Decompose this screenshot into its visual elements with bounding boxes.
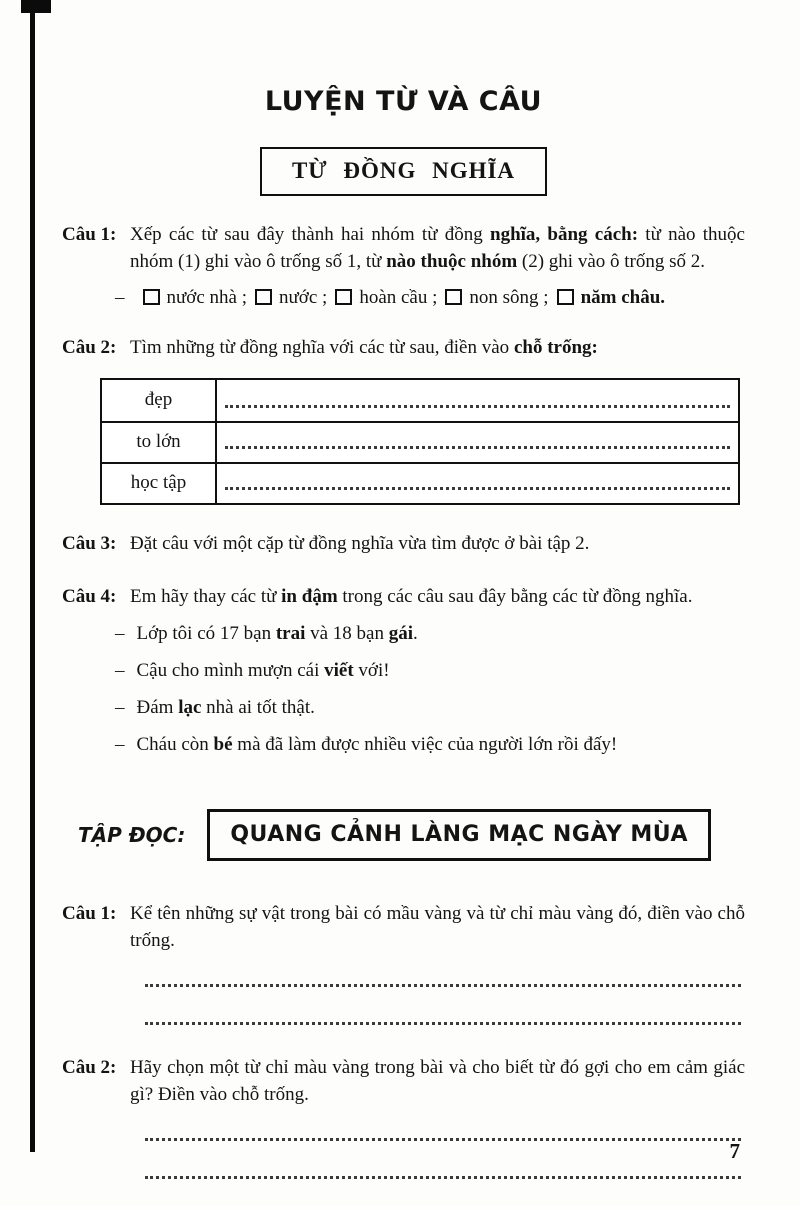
bold-term: nào thuộc nhóm [386,250,518,272]
dash: – [115,659,125,681]
checkbox[interactable] [335,289,352,305]
bold-term: bé [213,733,233,755]
example-sentence [115,732,745,759]
reading-title-box: QUANG CẢNH LÀNG MẠC NGÀY MÙA [207,809,711,861]
question-text [130,222,745,276]
bold-term: lạc [178,696,202,718]
text-segment: nhà ai tốt thật. [201,696,315,718]
question-label: Câu 3: [62,532,117,554]
question-text: Kể tên những sự vật trong bài có mầu vàng và từ chỉ màu vàng đó, điền vào chỗ trống. [130,902,745,951]
bold-term: viết [324,659,354,681]
question-text: Đặt câu với một cặp từ đồng nghĩa vừa tìm được ở bài tập 2. [130,532,590,554]
word-option: năm châu. [580,286,666,308]
question-label: Câu 1: [62,224,117,245]
answer-cell[interactable] [217,380,738,421]
text-segment: từ nào thuộc nhóm (1) ghi vào ô trống số 1, từ [130,224,745,272]
reading-section-header [62,809,745,861]
question-label: Câu 2: [62,336,117,358]
question-cau4 [62,584,745,611]
page-title: LUYỆN TỪ VÀ CÂU [264,86,543,117]
checkbox[interactable] [557,289,574,305]
bold-term: trai [275,622,306,644]
text-segment: trong các câu sau đây bằng các từ đồng nghĩa. [337,585,693,607]
word-cell: học tập [102,464,217,503]
text-segment: . [413,622,418,644]
synonym-table [100,378,740,505]
word-option: nước nhà ; [166,286,247,308]
answer-dotted-line[interactable] [145,1131,741,1141]
word-options-line [115,287,745,309]
text-segment: với! [353,659,390,681]
word-option: nước ; [279,286,328,308]
dash: – [115,286,125,308]
checkbox[interactable] [255,289,272,305]
word-cell: đẹp [102,380,217,421]
text-segment: Em hãy thay các từ [130,585,282,607]
example-sentence [115,621,745,648]
text-segment: và 18 bạn [305,622,389,644]
reading-question-cau1 [62,901,745,955]
bold-term: gái [388,622,414,644]
reading-section-label: TẬP ĐỌC: [78,822,186,847]
text-segment: Lớp tôi có 17 bạn [136,622,276,644]
word-option: hoàn cầu ; [359,286,438,308]
bold-term: in đậm [281,585,338,607]
question-text [130,584,745,611]
table-row [102,380,738,421]
text-segment: Cậu cho mình mượn cái [136,659,325,681]
question-text: Hãy chọn một từ chỉ màu vàng trong bài và cho biết từ đó gợi cho em cảm giác gì? Điền vào chỗ trống. [130,1056,745,1105]
answer-cell[interactable] [217,464,738,503]
example-sentence [115,658,745,685]
text-segment: Tìm những từ đồng nghĩa với các từ sau, điền vào [130,336,514,358]
bold-term: chỗ trống: [513,336,598,358]
text-segment: Cháu còn [136,733,214,755]
dash: – [115,696,125,718]
text-segment: (2) ghi vào ô trống số 2. [517,250,706,272]
question-cau3 [62,531,745,558]
dash: – [115,733,125,755]
page-number: 7 [729,1139,740,1163]
answer-cell[interactable] [217,423,738,462]
answer-dotted-line[interactable] [225,446,730,449]
text-segment: Đám [136,696,179,718]
question-cau1 [62,222,745,276]
question-text [130,335,745,362]
word-option: non sông ; [469,286,549,308]
bold-term: nghĩa, bằng cách: [490,224,639,245]
checkbox[interactable] [445,289,462,305]
scan-artifact-left-bar [30,0,35,1152]
lesson-title-box: TỪ ĐỒNG NGHĨA [260,147,547,196]
question-label: Câu 2: [62,1056,117,1078]
text-segment: Xếp các từ sau đây thành hai nhóm từ đồng [130,224,490,245]
table-row [102,462,738,503]
question-cau2 [62,335,745,362]
example-sentence [115,695,745,722]
answer-dotted-line[interactable] [145,977,741,987]
reading-question-cau2 [62,1055,745,1109]
answer-dotted-line[interactable] [145,1015,741,1025]
scan-artifact-top-left [21,0,51,13]
question-label: Câu 1: [62,902,117,924]
text-segment: mà đã làm được nhiều việc của người lớn rồi đấy! [232,733,618,755]
answer-dotted-line[interactable] [225,487,730,490]
answer-dotted-line[interactable] [225,405,730,408]
table-row [102,421,738,462]
question-label: Câu 4: [62,585,117,607]
dash: – [115,622,125,644]
checkbox[interactable] [143,289,160,305]
word-cell: to lớn [102,423,217,462]
answer-dotted-line[interactable] [145,1169,741,1179]
